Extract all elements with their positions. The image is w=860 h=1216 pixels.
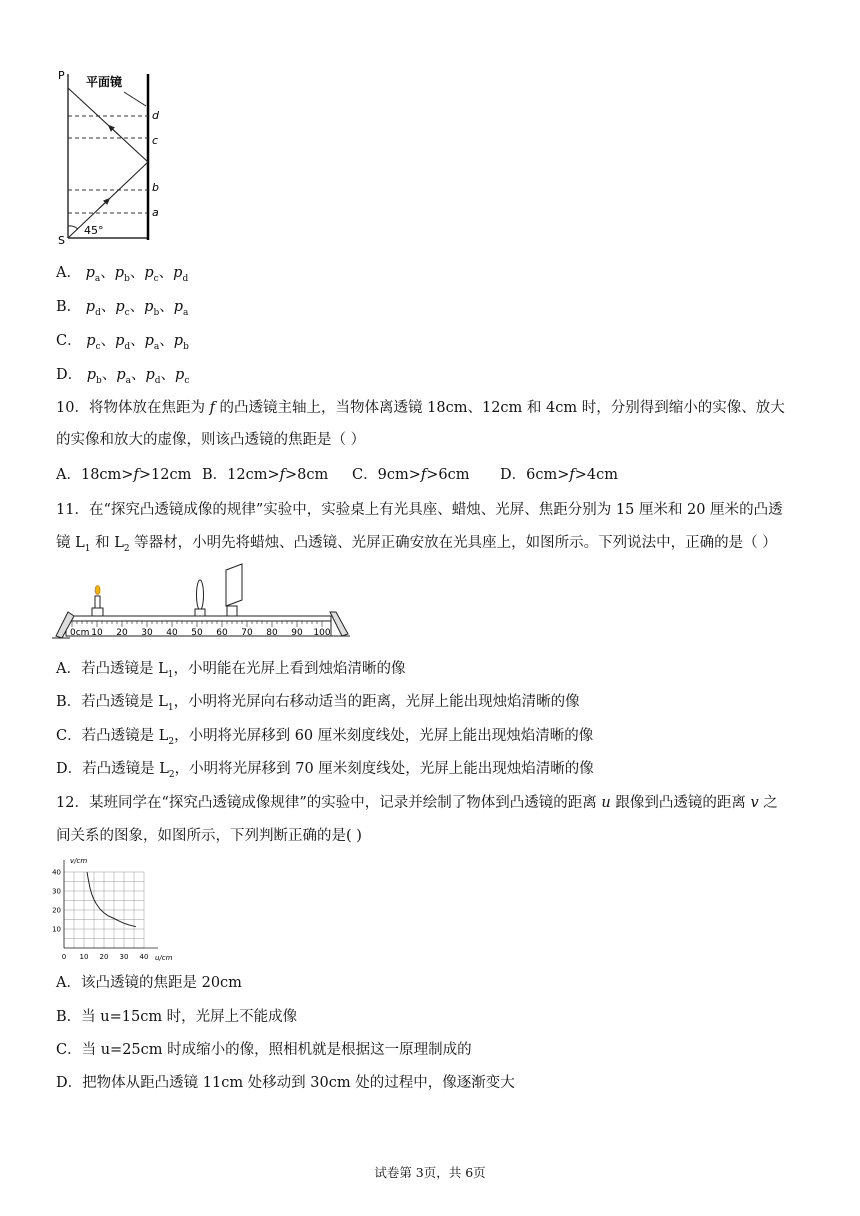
bench-tick-label: 60 [216, 628, 228, 638]
bench-tick-label: 70 [241, 628, 253, 638]
light-screen [226, 564, 242, 606]
uv-chart [46, 854, 182, 964]
q12-option-a[interactable]: A．该凸透镜的焦距是 20cm [56, 975, 242, 991]
y-tick-label: 30 [52, 887, 61, 896]
y-tick-label: 20 [52, 906, 61, 915]
y-tick-label: 40 [52, 868, 61, 877]
lens [197, 580, 204, 610]
x-tick-label: 20 [99, 953, 109, 961]
plane-mirror-figure [50, 66, 170, 246]
y-tick-label: 10 [52, 925, 61, 934]
q9-option-a[interactable]: A． $p_a$、$p_b$、$p_c$、$p_d$ [56, 265, 189, 284]
mirror-label: 平面镜 [86, 75, 123, 89]
bench-tick-label: 100 [313, 628, 331, 638]
bench-tick-label: 90 [291, 628, 303, 638]
zone-label-d: d [152, 109, 159, 122]
bench-tick-label: 0cm [70, 628, 90, 638]
candle [95, 596, 100, 608]
q11-stem-line1: 11．在“探究凸透镜成像的规律”实验中，实验桌上有光具座、蜡烛、光屏、焦距分别为 15 厘米和 20 厘米的凸透 [56, 502, 783, 518]
bench-tick-label: 10 [91, 628, 103, 638]
y-axis-label: v/cm [70, 857, 88, 865]
q10-option-b[interactable]: B．12cm>f>8cm [202, 467, 329, 483]
q12-stem-line1: 12．某班同学在“探究凸透镜成像规律”的实验中，记录并绘制了物体到凸透镜的距离 u 跟像到凸透镜的距离 v 之 [56, 795, 778, 811]
q10-stem-line2: 的实像和放大的虚像，则该凸透镜的焦距是（ ） [56, 432, 366, 448]
q12-option-d[interactable]: D．把物体从距凸透镜 11cm 处移动到 30cm 处的过程中，像逐渐变大 [56, 1075, 515, 1091]
q11-option-d[interactable]: D．若凸透镜是 $L_2$，小明将光屏移到 70 厘米刻度线处，光屏上能出现烛焰清晰的像 [56, 761, 594, 780]
x-tick-label: 10 [79, 953, 89, 961]
q11-option-b[interactable]: B．若凸透镜是 $L_1$，小明将光屏向右移动适当的距离，光屏上能出现烛焰清晰的像 [56, 694, 580, 713]
x-tick-label: 0 [61, 953, 67, 961]
q10-option-a[interactable]: A．18cm>f>12cm [56, 467, 192, 483]
q10-option-c[interactable]: C．9cm>f>6cm [352, 467, 470, 483]
x-axis-label: u/cm [155, 954, 173, 962]
candle-flame-icon [95, 586, 100, 595]
bench-tick-label: 20 [116, 628, 128, 638]
label-p: P [58, 69, 65, 82]
bench-rail [66, 616, 331, 621]
q11-option-a[interactable]: A．若凸透镜是 $L_1$，小明能在光屏上看到烛焰清晰的像 [56, 661, 406, 680]
bench-tick-label: 50 [191, 628, 203, 638]
page-footer: 试卷第 3页，共 6页 [374, 1165, 486, 1180]
x-tick-label: 40 [139, 953, 149, 961]
mirror-pointer [124, 92, 146, 106]
bench-tick-label: 30 [141, 628, 153, 638]
uv-curve [87, 872, 136, 927]
zone-label-c: c [152, 134, 159, 147]
q9-option-b[interactable]: B． $p_d$、$p_c$、$p_b$、$p_a$ [56, 299, 189, 318]
q10-option-d[interactable]: D．6cm>f>4cm [500, 467, 619, 483]
bench-tick-label: 40 [166, 628, 178, 638]
q9-option-c[interactable]: C． $p_c$、$p_d$、$p_a$、$p_b$ [56, 333, 189, 352]
label-s: S [58, 234, 65, 246]
zone-label-b: b [152, 181, 159, 194]
q9-option-d[interactable]: D． $p_b$、$p_a$、$p_d$、$p_c$ [56, 367, 190, 386]
bench-right-leg [330, 612, 348, 636]
angle-label: 45° [84, 224, 104, 237]
q12-option-c[interactable]: C．当 u=25cm 时成缩小的像，照相机就是根据这一原理制成的 [56, 1042, 472, 1058]
x-tick-label: 30 [119, 953, 129, 961]
q11-stem-line2: 镜 $L_1$ 和 $L_2$ 等器材，小明先将蜡烛、凸透镜、光屏正确安放在光具座上，如图所示。下列说法中，正确的是（ ） [56, 535, 777, 554]
q12-option-b[interactable]: B．当 u=15cm 时，光屏上不能成像 [56, 1009, 298, 1025]
bench-tick-label: 80 [266, 628, 278, 638]
q10-options [56, 465, 618, 485]
q11-option-c[interactable]: C．若凸透镜是 $L_2$，小明将光屏移到 60 厘米刻度线处，光屏上能出现烛焰清晰的像 [56, 728, 594, 747]
zone-label-a: a [152, 206, 159, 219]
q10-stem-line1: 10．将物体放在焦距为 f 的凸透镜主轴上，当物体离透镜 18cm、12cm 和 4cm 时，分别得到缩小的实像、放大 [56, 400, 785, 416]
optical-bench-figure [52, 556, 352, 642]
q12-stem-line2: 间关系的图象，如图所示，下列判断正确的是( ) [56, 828, 362, 844]
